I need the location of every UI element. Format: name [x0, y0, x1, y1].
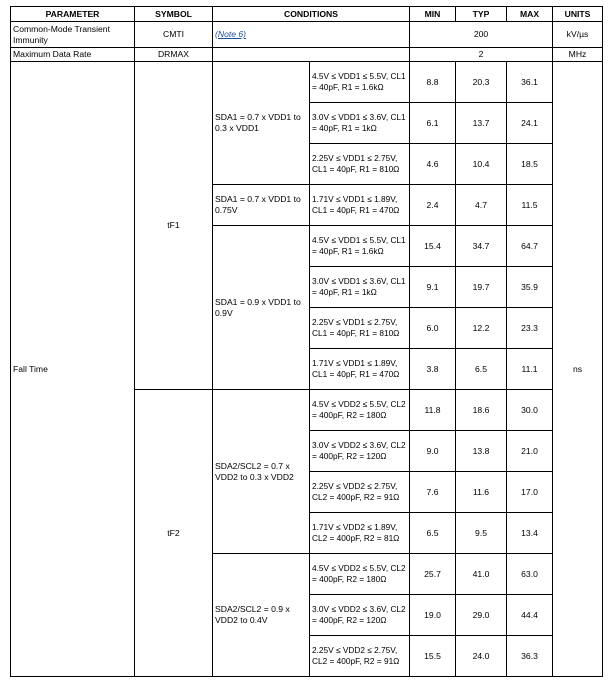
value-typ: 11.6	[456, 472, 507, 513]
table-row	[11, 22, 603, 48]
value-min: 9.1	[410, 267, 456, 308]
value-min: 11.8	[410, 390, 456, 431]
condition-detail: 2.25V ≤ VDD1 ≤ 2.75V, CL1 = 40pF, R1 = 810Ω	[310, 144, 410, 185]
header-typ: TYP	[456, 7, 507, 22]
condition-detail: 3.0V ≤ VDD2 ≤ 3.6V, CL2 = 400pF, R2 = 120Ω	[310, 595, 410, 636]
symbol-tf2: tF2	[135, 390, 213, 677]
symbol-tf1: tF1	[135, 62, 213, 390]
value-min: 25.7	[410, 554, 456, 595]
symbol-data-rate: DRMAX	[135, 48, 213, 62]
value-min: 8.8	[410, 62, 456, 103]
value-typ: 13.8	[456, 431, 507, 472]
empty-cond	[213, 48, 410, 62]
condition-detail: 2.25V ≤ VDD2 ≤ 2.75V, CL2 = 400pF, R2 = 91Ω	[310, 636, 410, 677]
value-typ: 29.0	[456, 595, 507, 636]
condition-group: SDA2/SCL2 = 0.9 x VDD2 to 0.4V	[213, 554, 310, 677]
value-min: 7.6	[410, 472, 456, 513]
value-max: 18.5	[507, 144, 553, 185]
value-max: 23.3	[507, 308, 553, 349]
value-min: 6.1	[410, 103, 456, 144]
value-typ: 10.4	[456, 144, 507, 185]
data-rate-value: 2	[410, 48, 553, 62]
condition-detail: 1.71V ≤ VDD1 ≤ 1.89V, CL1 = 40pF, R1 = 470Ω	[310, 349, 410, 390]
table-header-row	[11, 7, 603, 22]
condition-group: SDA1 = 0.9 x VDD1 to 0.9V	[213, 226, 310, 390]
condition-group: SDA1 = 0.7 x VDD1 to 0.75V	[213, 185, 310, 226]
value-typ: 19.7	[456, 267, 507, 308]
value-min: 6.5	[410, 513, 456, 554]
param-cmti: Common-Mode Transient Immunity	[11, 22, 135, 48]
header-units: UNITS	[553, 7, 603, 22]
value-max: 36.1	[507, 62, 553, 103]
value-min: 4.6	[410, 144, 456, 185]
condition-detail: 1.71V ≤ VDD2 ≤ 1.89V, CL2 = 400pF, R2 = 81Ω	[310, 513, 410, 554]
value-typ: 13.7	[456, 103, 507, 144]
value-typ: 24.0	[456, 636, 507, 677]
table-row	[11, 48, 603, 62]
value-max: 44.4	[507, 595, 553, 636]
value-max: 11.5	[507, 185, 553, 226]
condition-detail: 2.25V ≤ VDD2 ≤ 2.75V, CL2 = 400pF, R2 = 91Ω	[310, 472, 410, 513]
value-typ: 6.5	[456, 349, 507, 390]
note-cell	[213, 22, 410, 48]
value-typ: 20.3	[456, 62, 507, 103]
value-min: 15.5	[410, 636, 456, 677]
value-max: 63.0	[507, 554, 553, 595]
value-min: 9.0	[410, 431, 456, 472]
value-max: 13.4	[507, 513, 553, 554]
condition-detail: 4.5V ≤ VDD2 ≤ 5.5V, CL2 = 400pF, R2 = 180Ω	[310, 390, 410, 431]
condition-detail: 4.5V ≤ VDD2 ≤ 5.5V, CL2 = 400pF, R2 = 180Ω	[310, 554, 410, 595]
units-cmti: kV/µs	[553, 22, 603, 48]
condition-detail: 2.25V ≤ VDD1 ≤ 2.75V, CL1 = 40pF, R1 = 810Ω	[310, 308, 410, 349]
cmti-value: 200	[410, 22, 553, 48]
value-max: 21.0	[507, 431, 553, 472]
value-max: 30.0	[507, 390, 553, 431]
note-6-link[interactable]: (Note 6)	[215, 29, 247, 40]
condition-detail: 3.0V ≤ VDD1 ≤ 3.6V, CL1 = 40pF, R1 = 1kΩ	[310, 267, 410, 308]
value-min: 6.0	[410, 308, 456, 349]
value-typ: 34.7	[456, 226, 507, 267]
header-symbol: SYMBOL	[135, 7, 213, 22]
value-max: 17.0	[507, 472, 553, 513]
param-fall-time: Fall Time	[11, 62, 135, 677]
condition-detail: 3.0V ≤ VDD2 ≤ 3.6V, CL2 = 400pF, R2 = 120Ω	[310, 431, 410, 472]
param-data-rate: Maximum Data Rate	[11, 48, 135, 62]
value-typ: 9.5	[456, 513, 507, 554]
header-max: MAX	[507, 7, 553, 22]
value-max: 24.1	[507, 103, 553, 144]
condition-detail: 4.5V ≤ VDD1 ≤ 5.5V, CL1 = 40pF, R1 = 1.6kΩ	[310, 226, 410, 267]
header-parameter: PARAMETER	[11, 7, 135, 22]
table-row	[11, 62, 603, 103]
units-data-rate: MHz	[553, 48, 603, 62]
value-max: 35.9	[507, 267, 553, 308]
condition-group: SDA1 = 0.7 x VDD1 to 0.3 x VDD1	[213, 62, 310, 185]
header-conditions: CONDITIONS	[213, 7, 410, 22]
condition-group: SDA2/SCL2 = 0.7 x VDD2 to 0.3 x VDD2	[213, 390, 310, 554]
symbol-cmti: CMTI	[135, 22, 213, 48]
condition-detail: 3.0V ≤ VDD1 ≤ 3.6V, CL1 = 40pF, R1 = 1kΩ	[310, 103, 410, 144]
value-max: 36.3	[507, 636, 553, 677]
units-fall-time: ns	[553, 62, 603, 677]
value-min: 3.8	[410, 349, 456, 390]
value-min: 2.4	[410, 185, 456, 226]
value-min: 19.0	[410, 595, 456, 636]
condition-detail: 4.5V ≤ VDD1 ≤ 5.5V, CL1 = 40pF, R1 = 1.6kΩ	[310, 62, 410, 103]
value-typ: 4.7	[456, 185, 507, 226]
value-typ: 18.6	[456, 390, 507, 431]
header-min: MIN	[410, 7, 456, 22]
condition-detail: 1.71V ≤ VDD1 ≤ 1.89V, CL1 = 40pF, R1 = 470Ω	[310, 185, 410, 226]
value-typ: 41.0	[456, 554, 507, 595]
electrical-characteristics-table	[10, 6, 603, 677]
value-typ: 12.2	[456, 308, 507, 349]
value-max: 11.1	[507, 349, 553, 390]
value-min: 15.4	[410, 226, 456, 267]
value-max: 64.7	[507, 226, 553, 267]
